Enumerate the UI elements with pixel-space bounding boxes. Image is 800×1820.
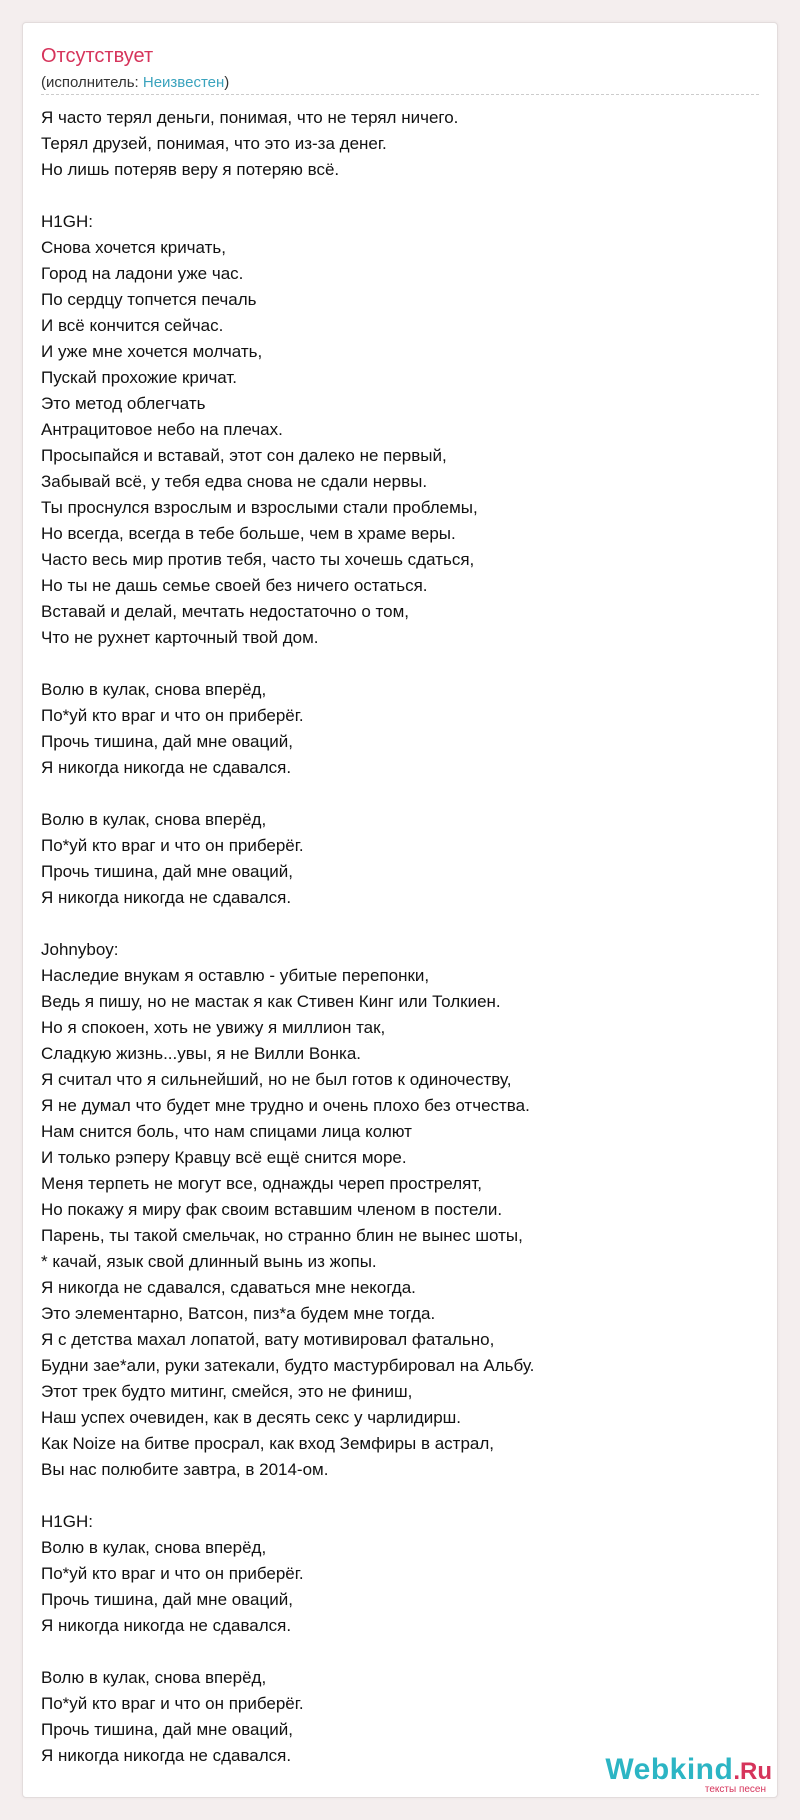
webkind-logo[interactable] bbox=[605, 1755, 772, 1795]
logo-tld: .Ru bbox=[733, 1758, 772, 1785]
logo-tagline: тексты песен bbox=[704, 1784, 766, 1795]
song-title: Отсутствует bbox=[41, 45, 154, 67]
logo-brand: Webkind bbox=[605, 1753, 734, 1786]
artist-prefix: (исполнитель: bbox=[41, 74, 143, 91]
header-divider bbox=[41, 94, 759, 95]
artist-link[interactable]: Неизвестен bbox=[142, 74, 225, 91]
artist-suffix: ) bbox=[224, 74, 230, 91]
lyrics-text: Я часто терял деньги, понимая, что не терял ничего. Терял друзей, понимая, что это из-за денег. Но лишь потеряв веру я потеряю всё. H1GH: Снова хочется кричать, Город на ладони уже час. По сердцу топчется печаль И всё кончится сейчас. И уже мне хочется молчать, Пускай прохожие кричат. Это метод облегчать Антрацитовое небо на плечах. Просыпайся и вставай, этот сон далеко не первый, Забывай всё, у тебя едва снова не сдали нервы. Ты проснулся взрослым и взрослыми стали проблемы, Но всегда, всегда в тебе больше, чем в храме веры. Часто весь мир против тебя, часто ты хочешь сдаться, Но ты не дашь семье своей без ничего остаться. Вставай и делай, мечтать недостаточно о том, Что не рухнет карточный твой дом. Волю в кулак, снова вперёд, По*уй кто враг и что он приберёг. Прочь тишина, дай мне оваций, Я никогда никогда не сдавался. Волю в кулак, снова вперёд, По*уй кто враг и что он приберёг. Прочь тишина, дай мне оваций, Я никогда никогда не сдавался. Johnyboy: Наследие внукам я оставлю - убитые перепонки, Ведь я пишу, но не мастак я как Стивен Кинг или Толкиен. Но я спокоен, хоть не увижу я миллион так, Сладкую жизнь...увы, я не Вилли Вонка. Я считал что я сильнейший, но не был готов к одиночеству, Я не думал что будет мне трудно и очень плохо без отчества. Нам снится боль, что нам спицами лица колют И только рэперу Кравцу всё ещё снится море. Меня терпеть не могут все, однажды череп прострелят, Но покажу я миру фак своим вставшим членом в постели. Парень, ты такой смельчак, но странно блин не вынес шоты, * качай, язык свой длинный вынь из жопы. Я никогда не сдавался, сдаваться мне некогда. Это элементарно, Ватсон, пиз*а будем мне тогда. Я с детства махал лопатой, вату мотивировал фатально, Будни зае*али, руки затекали, будто мастурбировал на Альбу. Этот трек будто митинг, смейся, это не финиш, Наш успех очевиден, как в десять секс у чарлидирш. Как Noize на битве просрал, как вход Земфиры в астрал, Вы нас полюбите завтра, в 2014-ом. H1GH: Волю в кулак, снова вперёд, По*уй кто враг и что он приберёг. Прочь тишина, дай мне оваций, Я никогда никогда не сдавался. Волю в кулак, снова вперёд, По*уй кто враг и что он приберёг. Прочь тишина, дай мне оваций, Я никогда никогда не сдавался. bbox=[41, 108, 535, 1765]
artist-line bbox=[41, 74, 229, 92]
